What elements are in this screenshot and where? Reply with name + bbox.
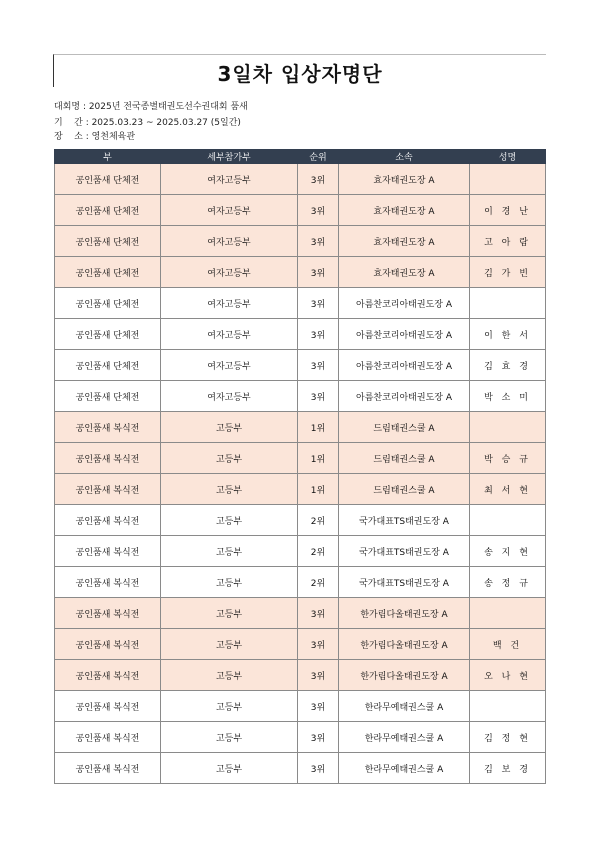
cell-affiliation: 효자태권도장 A <box>339 164 470 195</box>
cell-category: 여자고등부 <box>161 226 298 257</box>
table-row <box>55 195 546 226</box>
results-body <box>55 164 546 784</box>
table-row <box>55 257 546 288</box>
cell-division: 공인품새 복식전 <box>55 753 161 784</box>
cell-category: 여자고등부 <box>161 257 298 288</box>
table-row <box>55 598 546 629</box>
cell-name <box>470 691 546 722</box>
cell-division: 공인품새 복식전 <box>55 443 161 474</box>
cell-category: 고등부 <box>161 629 298 660</box>
cell-affiliation: 드림태권스쿨 A <box>339 474 470 505</box>
table-row <box>55 350 546 381</box>
title-box <box>53 54 546 87</box>
cell-division: 공인품새 단체전 <box>55 288 161 319</box>
cell-division: 공인품새 단체전 <box>55 257 161 288</box>
cell-category: 고등부 <box>161 660 298 691</box>
cell-rank: 3위 <box>298 381 339 412</box>
cell-category: 여자고등부 <box>161 381 298 412</box>
event-name-line: 대회명 : 2025년 전국종별태권도선수권대회 품새 <box>54 102 248 112</box>
cell-category: 여자고등부 <box>161 288 298 319</box>
results-table <box>54 149 546 784</box>
table-row <box>55 567 546 598</box>
table-row <box>55 660 546 691</box>
table-row <box>55 722 546 753</box>
cell-name: 최 서 현 <box>470 474 546 505</box>
cell-affiliation: 아름찬코리아태권도장 A <box>339 350 470 381</box>
cell-category: 고등부 <box>161 505 298 536</box>
cell-name <box>470 288 546 319</box>
cell-division: 공인품새 복식전 <box>55 505 161 536</box>
cell-affiliation: 드림태권스쿨 A <box>339 443 470 474</box>
cell-category: 여자고등부 <box>161 350 298 381</box>
table-row <box>55 753 546 784</box>
cell-name: 이 한 서 <box>470 319 546 350</box>
cell-division: 공인품새 복식전 <box>55 629 161 660</box>
cell-affiliation: 국가대표TS태권도장 A <box>339 567 470 598</box>
table-row <box>55 474 546 505</box>
cell-affiliation: 한가림다올태권도장 A <box>339 629 470 660</box>
table-row <box>55 381 546 412</box>
cell-name: 이 경 난 <box>470 195 546 226</box>
cell-rank: 3위 <box>298 195 339 226</box>
cell-name: 김 정 현 <box>470 722 546 753</box>
cell-affiliation: 한가림다올태권도장 A <box>339 598 470 629</box>
cell-division: 공인품새 복식전 <box>55 722 161 753</box>
cell-affiliation: 한라무예태권스쿨 A <box>339 753 470 784</box>
table-row <box>55 443 546 474</box>
cell-rank: 3위 <box>298 257 339 288</box>
cell-rank: 1위 <box>298 443 339 474</box>
cell-rank: 3위 <box>298 753 339 784</box>
cell-division: 공인품새 복식전 <box>55 474 161 505</box>
cell-rank: 3위 <box>298 598 339 629</box>
cell-name: 송 지 현 <box>470 536 546 567</box>
cell-division: 공인품새 단체전 <box>55 226 161 257</box>
cell-affiliation: 국가대표TS태권도장 A <box>339 536 470 567</box>
cell-division: 공인품새 단체전 <box>55 381 161 412</box>
cell-rank: 3위 <box>298 226 339 257</box>
event-period-line: 기 간 : 2025.03.23 ~ 2025.03.27 (5일간) <box>54 118 241 128</box>
cell-rank: 3위 <box>298 691 339 722</box>
cell-affiliation: 한라무예태권스쿨 A <box>339 691 470 722</box>
cell-division: 공인품새 복식전 <box>55 412 161 443</box>
header-affiliation: 소속 <box>339 150 470 164</box>
cell-affiliation: 한가림다올태권도장 A <box>339 660 470 691</box>
cell-category: 고등부 <box>161 567 298 598</box>
cell-rank: 3위 <box>298 350 339 381</box>
table-row <box>55 505 546 536</box>
cell-division: 공인품새 단체전 <box>55 164 161 195</box>
cell-affiliation: 아름찬코리아태권도장 A <box>339 288 470 319</box>
header-row <box>55 150 546 164</box>
cell-name: 김 보 경 <box>470 753 546 784</box>
cell-name: 고 아 람 <box>470 226 546 257</box>
cell-rank: 3위 <box>298 288 339 319</box>
cell-name <box>470 164 546 195</box>
header-name: 성명 <box>470 150 546 164</box>
cell-division: 공인품새 단체전 <box>55 350 161 381</box>
cell-rank: 3위 <box>298 629 339 660</box>
cell-affiliation: 효자태권도장 A <box>339 257 470 288</box>
cell-rank: 3위 <box>298 319 339 350</box>
cell-division: 공인품새 복식전 <box>55 598 161 629</box>
cell-rank: 3위 <box>298 660 339 691</box>
cell-affiliation: 한라무예태권스쿨 A <box>339 722 470 753</box>
cell-name: 송 정 규 <box>470 567 546 598</box>
cell-division: 공인품새 복식전 <box>55 536 161 567</box>
cell-affiliation: 아름찬코리아태권도장 A <box>339 319 470 350</box>
cell-category: 고등부 <box>161 691 298 722</box>
cell-name <box>470 505 546 536</box>
cell-category: 여자고등부 <box>161 319 298 350</box>
table-row <box>55 164 546 195</box>
table-row <box>55 536 546 567</box>
cell-category: 고등부 <box>161 598 298 629</box>
table-row <box>55 691 546 722</box>
cell-category: 고등부 <box>161 474 298 505</box>
cell-name <box>470 598 546 629</box>
table-row <box>55 319 546 350</box>
cell-rank: 1위 <box>298 412 339 443</box>
cell-name: 오 나 현 <box>470 660 546 691</box>
cell-name: 박 소 미 <box>470 381 546 412</box>
header-division: 부 <box>55 150 161 164</box>
cell-name: 박 승 규 <box>470 443 546 474</box>
page-title: 3일차 입상자명단 <box>217 62 383 86</box>
cell-affiliation: 효자태권도장 A <box>339 226 470 257</box>
cell-division: 공인품새 복식전 <box>55 691 161 722</box>
cell-affiliation: 드림태권스쿨 A <box>339 412 470 443</box>
cell-affiliation: 아름찬코리아태권도장 A <box>339 381 470 412</box>
event-venue-line: 장 소 : 영천체육관 <box>54 132 136 142</box>
cell-name: 김 효 경 <box>470 350 546 381</box>
cell-category: 고등부 <box>161 443 298 474</box>
cell-category: 고등부 <box>161 722 298 753</box>
cell-rank: 2위 <box>298 505 339 536</box>
cell-category: 여자고등부 <box>161 195 298 226</box>
cell-rank: 3위 <box>298 722 339 753</box>
cell-affiliation: 효자태권도장 A <box>339 195 470 226</box>
table-row <box>55 629 546 660</box>
table-row <box>55 288 546 319</box>
cell-name <box>470 412 546 443</box>
cell-name: 백 건 <box>470 629 546 660</box>
cell-affiliation: 국가대표TS태권도장 A <box>339 505 470 536</box>
cell-rank: 2위 <box>298 567 339 598</box>
cell-division: 공인품새 단체전 <box>55 319 161 350</box>
cell-division: 공인품새 단체전 <box>55 195 161 226</box>
cell-division: 공인품새 복식전 <box>55 567 161 598</box>
cell-rank: 2위 <box>298 536 339 567</box>
cell-category: 고등부 <box>161 536 298 567</box>
cell-division: 공인품새 복식전 <box>55 660 161 691</box>
cell-category: 여자고등부 <box>161 164 298 195</box>
header-category: 세부참가부 <box>161 150 298 164</box>
cell-rank: 1위 <box>298 474 339 505</box>
cell-name: 김 가 빈 <box>470 257 546 288</box>
cell-category: 고등부 <box>161 412 298 443</box>
cell-category: 고등부 <box>161 753 298 784</box>
header-rank: 순위 <box>298 150 339 164</box>
table-row <box>55 226 546 257</box>
cell-rank: 3위 <box>298 164 339 195</box>
table-row <box>55 412 546 443</box>
